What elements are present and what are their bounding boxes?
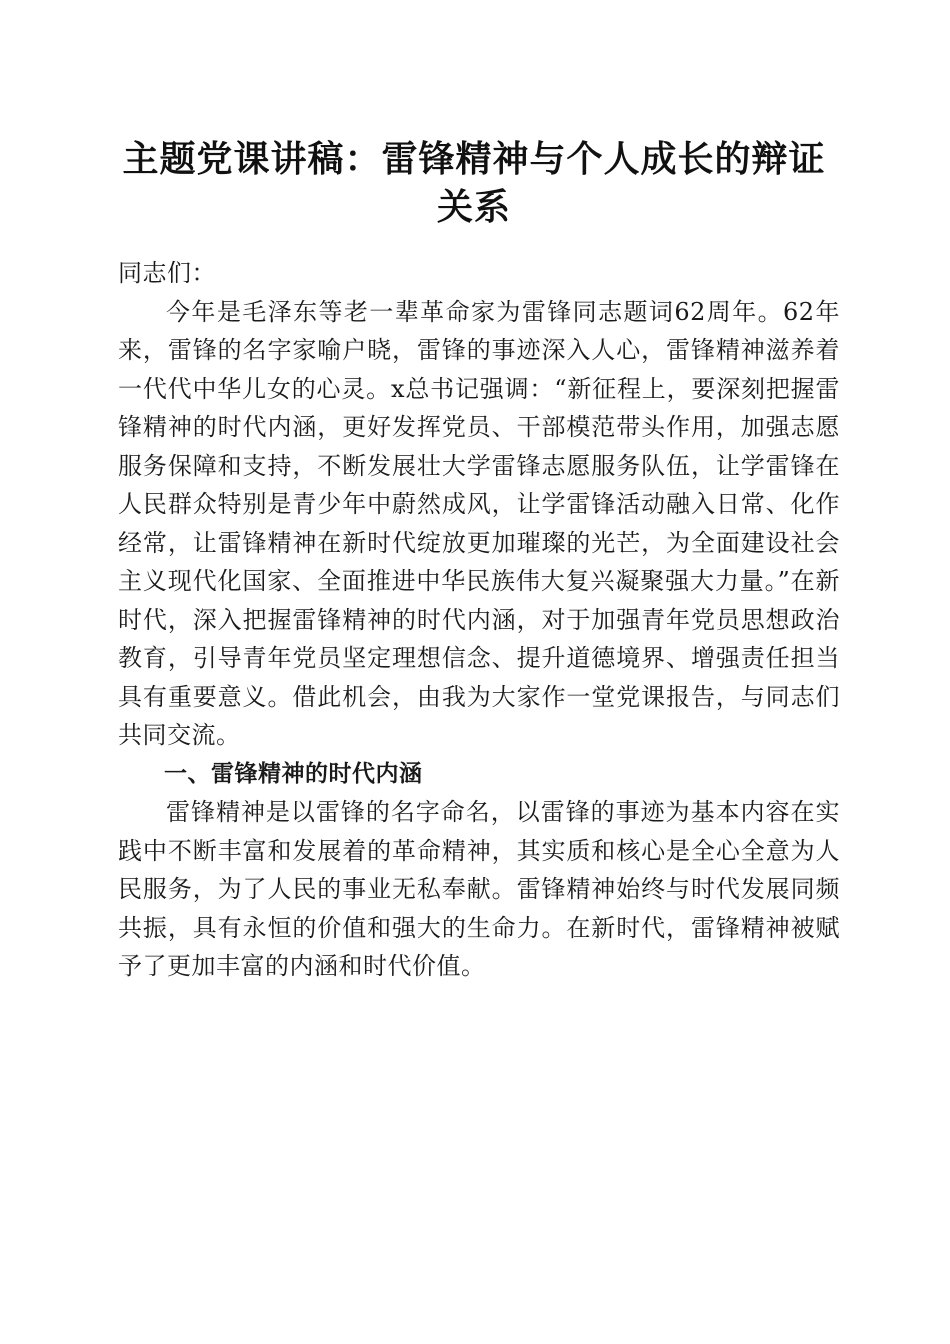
salutation: 同志们：	[118, 259, 216, 287]
section-paragraph: 雷锋精神是以雷锋的名字命名，以雷锋的事迹为基本内容在实践中不断丰富和发展着的革命精神，其实质和核心是全心全意为人民服务，为了人民的事业无私奉献。雷锋精神始终与时代发展同频共振，具有永恒的价值和强大的生命力。在新时代，雷锋精神被赋予了更加丰富的内涵和时代价值。	[118, 798, 840, 980]
section-heading: 一、雷锋精神的时代内涵	[164, 760, 423, 787]
document-body	[118, 254, 840, 986]
document-title: 主题党课讲稿：雷锋精神与个人成长的辩证关系	[122, 138, 826, 228]
intro-paragraph: 今年是毛泽东等老一辈革命家为雷锋同志题词62周年。62年来，雷锋的名字家喻户晓，雷锋的事迹深入人心，雷锋精神滋养着一代代中华儿女的心灵。x总书记强调：“新征程上，要深刻把握雷锋精神的时代内涵，更好发挥党员、干部模范带头作用，加强志愿服务保障和支持，不断发展壮大学雷锋志愿服务队伍，让学雷锋在人民群众特别是青少年中蔚然成风，让学雷锋活动融入日常、化作经常，让雷锋精神在新时代绽放更加璀璨的光芒，为全面建设社会主义现代化国家、全面推进中华民族伟大复兴凝聚强大力量。”在新时代，深入把握雷锋精神的时代内涵，对于加强青年党员思想政治教育，引导青年党员坚定理想信念、提升道德境界、增强责任担当具有重要意义。借此机会，由我为大家作一堂党课报告，与同志们共同交流。	[118, 297, 840, 749]
